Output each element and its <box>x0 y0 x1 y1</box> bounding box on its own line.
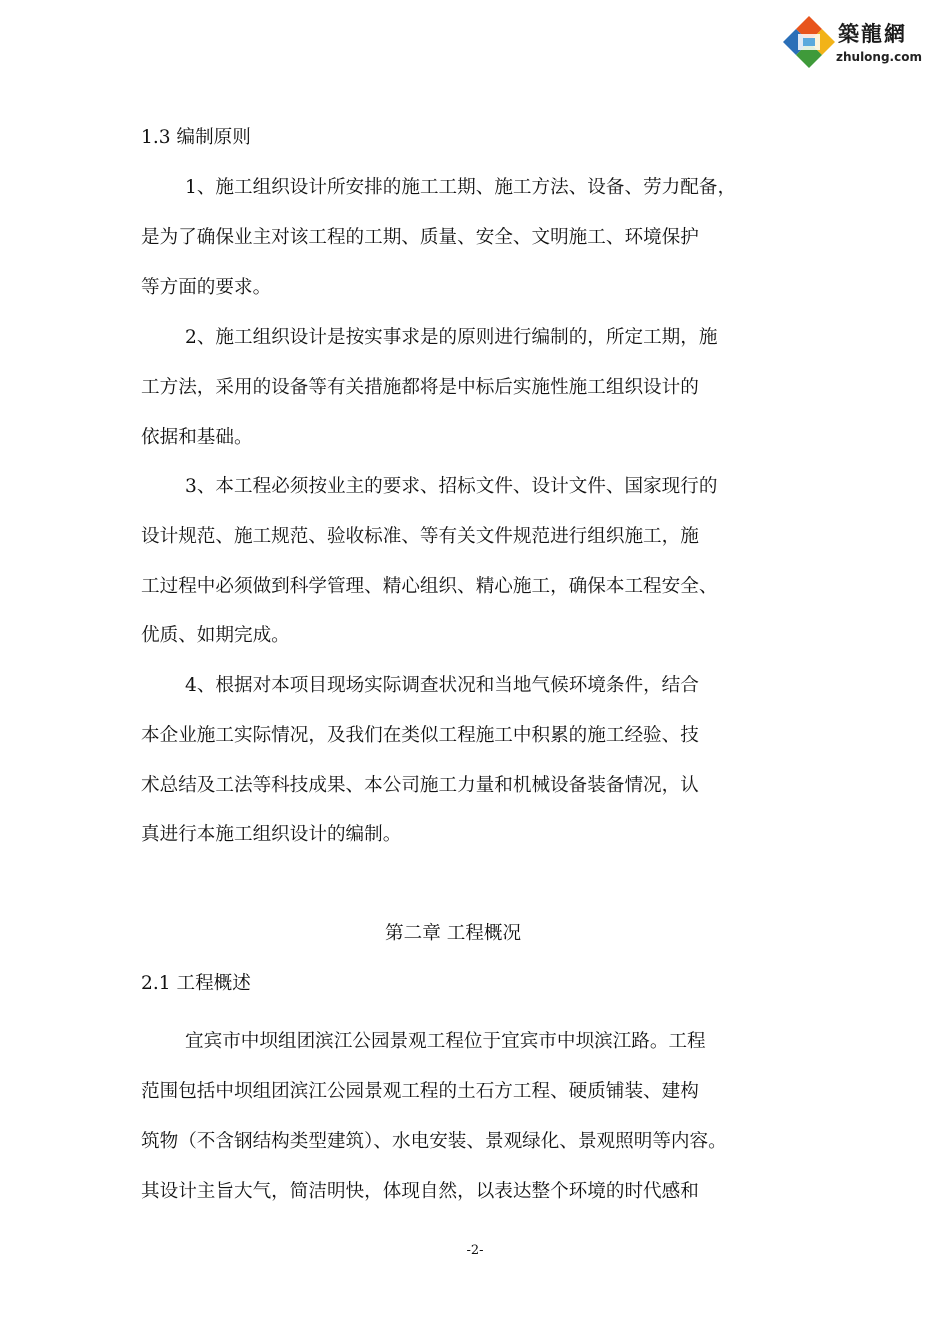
paragraph-line: 2、施工组织设计是按实事求是的原则进行编制的，所定工期，施 <box>185 327 718 348</box>
paragraph-line: 3、本工程必须按业主的要求、招标文件、设计文件、国家现行的 <box>185 476 718 497</box>
paragraph-line: 1、施工组织设计所安排的施工工期、施工方法、设备、劳力配备， <box>185 177 737 198</box>
zhulong-logo-icon <box>780 14 838 72</box>
chapter-title: 第二章 工程概况 <box>385 923 522 944</box>
paragraph-line: 依据和基础。 <box>141 427 253 448</box>
paragraph-line: 其设计主旨大气，简洁明快，体现自然，以表达整个环境的时代感和 <box>141 1181 699 1202</box>
paragraph-line: 等方面的要求。 <box>141 277 272 298</box>
paragraph-line: 设计规范、施工规范、验收标准、等有关文件规范进行组织施工，施 <box>141 526 699 547</box>
page-number: -2- <box>466 1243 484 1258</box>
paragraph-line: 4、根据对本项目现场实际调查状况和当地气候环境条件，结合 <box>185 675 699 696</box>
paragraph-line: 真进行本施工组织设计的编制。 <box>141 824 402 845</box>
paragraph-line: 优质、如期完成。 <box>141 625 290 646</box>
zhulong-logo <box>780 14 940 76</box>
paragraph-line: 工方法，采用的设备等有关措施都将是中标后实施性施工组织设计的 <box>141 377 699 398</box>
paragraph-line: 宜宾市中坝组团滨江公园景观工程位于宜宾市中坝滨江路。工程 <box>185 1031 706 1052</box>
logo-text-cn: 築龍網 <box>838 22 907 46</box>
paragraph-line: 工过程中必须做到科学管理、精心组织、精心施工，确保本工程安全、 <box>141 576 718 597</box>
paragraph-line: 是为了确保业主对该工程的工期、质量、安全、文明施工、环境保护 <box>141 227 699 248</box>
paragraph-line: 本企业施工实际情况，及我们在类似工程施工中积累的施工经验、技 <box>141 725 699 746</box>
logo-text-en: zhulong.com <box>836 50 922 64</box>
paragraph-line: 范围包括中坝组团滨江公园景观工程的土石方工程、硬质铺装、建构 <box>141 1081 699 1102</box>
paragraph-line: 筑物（不含钢结构类型建筑）、水电安装、景观绿化、景观照明等内容。 <box>141 1131 727 1152</box>
section-heading-2-1: 2.1 工程概述 <box>141 973 251 994</box>
section-heading-1-3: 1.3 编制原则 <box>141 127 251 148</box>
paragraph-line: 术总结及工法等科技成果、本公司施工力量和机械设备装备情况，认 <box>141 775 699 796</box>
